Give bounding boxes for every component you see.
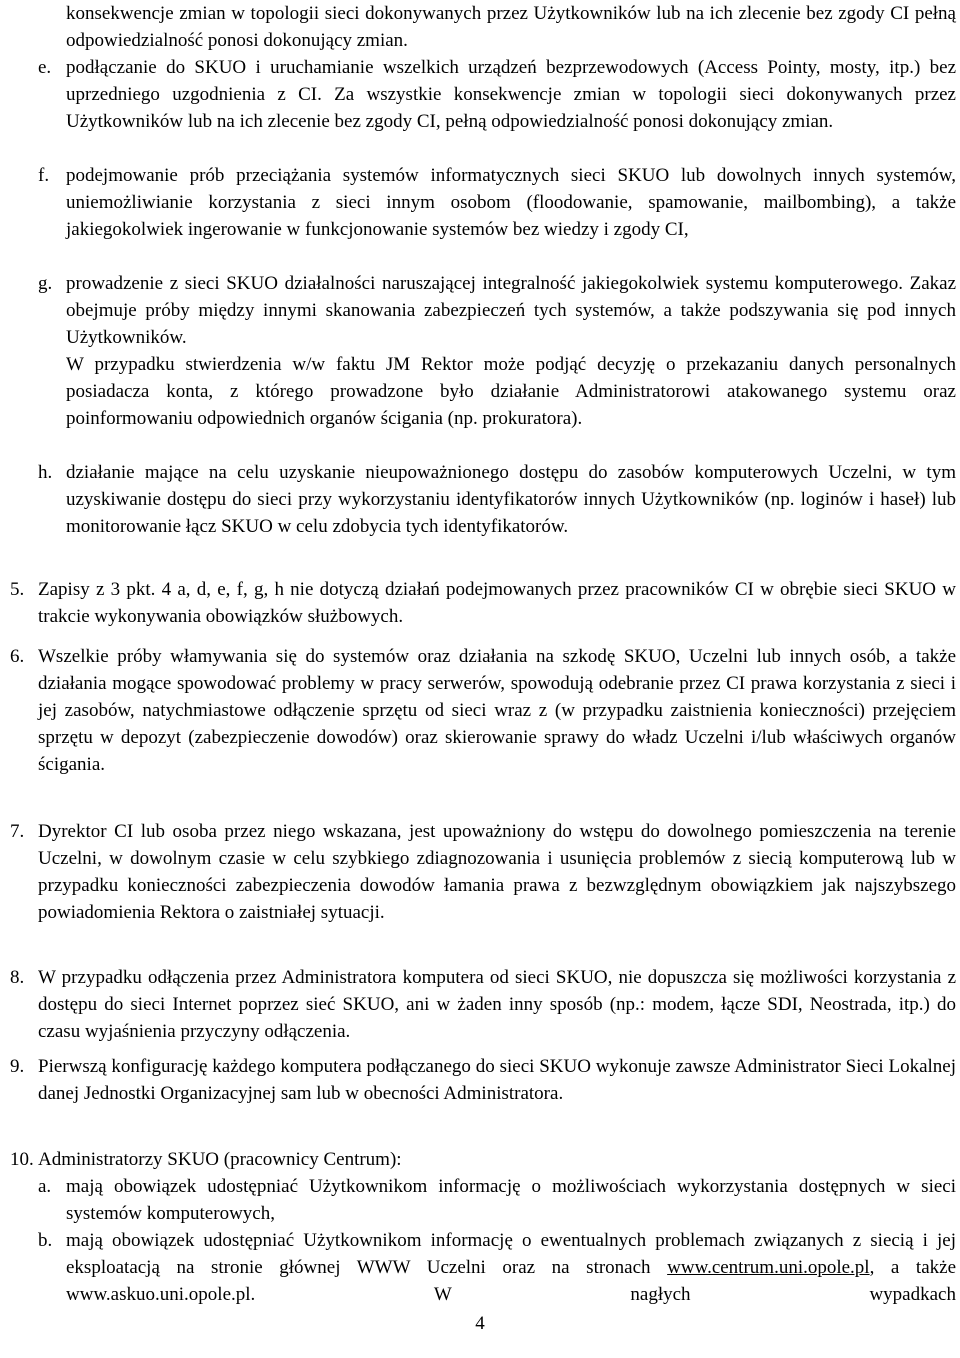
page-number: 4: [475, 1313, 485, 1334]
item-4d-continuation: konsekwencje zmian w topologii sieci dokonywanych przez Użytkowników lub na ich zlecenie bez zgody CI pełną odpowiedzialność ponosi dokonujący zmian.: [66, 3, 956, 51]
item-9-text: Pierwszą konfigurację każdego komputera podłączanego do sieci SKUO wykonuje zawsze Administrator Sieci Lokalnej danej Jednostki Organizacyjnej sam lub w obecności Administratora.: [38, 1056, 956, 1104]
item-6-text: Wszelkie próby włamywania się do systemów oraz działania na szkodę SKUO, Uczelni lub innych osób, a także działania mogące spowodować problemy w pracy serwerów, spowodują odebranie przez CI prawa korzystania z sieci i jej zasobów, natychmiastowe odłączenie sprzętu od sieci wraz z (w przypadku zaistnienia konieczności) przejęciem sprzętu w depozyt (zabezpieczenie dowodów) oraz skierowanie sprawy do władz Uczelni i/lub właściwych organów ścigania.: [38, 646, 956, 775]
item-4f-marker: f.: [38, 165, 50, 186]
item-10b-text-2: , a także www.askuo.uni.opole.pl. W nagłych wypadkach: [66, 1257, 957, 1305]
item-5-marker: 5.: [10, 579, 25, 600]
item-10b-marker: b.: [38, 1230, 53, 1251]
centrum-link[interactable]: www.centrum.uni.opole.pl: [667, 1257, 870, 1278]
item-4g-text-2: W przypadku stwierdzenia w/w faktu JM Rektor może podjąć decyzję o przekazaniu danych personalnych posiadacza konta, z którego prowadzone było działanie Administratorowi atakowanego systemu oraz poinformowaniu odpowiednich organów ścigania (np. prokuratora).: [66, 354, 956, 429]
item-8-marker: 8.: [10, 967, 25, 988]
item-10a-text: mają obowiązek udostępniać Użytkownikom informację o możliwościach wykorzystania dostępnych w sieci systemów komputerowych,: [66, 1176, 956, 1224]
item-4g-marker: g.: [38, 273, 53, 294]
item-10a-marker: a.: [38, 1176, 52, 1197]
item-4e-marker: e.: [38, 57, 52, 78]
item-4h-text: działanie mające na celu uzyskanie nieupoważnionego dostępu do zasobów komputerowych Uczelni, w tym uzyskiwanie dostępu do sieci przy wykorzystaniu identyfikatorów innych Użytkowników (np. loginów i haseł) lub monitorowanie łącz SKUO w celu zdobycia tych identyfikatorów.: [66, 462, 956, 537]
item-7-text: Dyrektor CI lub osoba przez niego wskazana, jest upoważniony do wstępu do dowolnego pomieszczenia na terenie Uczelni, w dowolnym czasie w celu szybkiego zdiagnozowania i usunięcia problemów z siecią komputerową lub w przypadku konieczności zabezpieczenia dowodów łamania prawa z bezwzględnym obowiązkiem jak najszybszego powiadomienia Rektora o zaistniałej sytuacji.: [38, 821, 956, 923]
item-10-marker: 10.: [10, 1149, 34, 1170]
item-4h-marker: h.: [38, 462, 53, 483]
item-5-text: Zapisy z 3 pkt. 4 a, d, e, f, g, h nie dotyczą działań podejmowanych przez pracowników CI w obrębie sieci SKUO w trakcie wykonywania obowiązków służbowych.: [38, 579, 956, 627]
item-4f-text: podejmowanie prób przeciążania systemów informatycznych sieci SKUO lub dowolnych innych systemów, uniemożliwianie korzystania z sieci innym osobom (floodowanie, spamowanie, mailbombing), a także jakiegokolwiek ingerowanie w funkcjonowanie systemów bez wiedzy i zgody CI,: [66, 165, 956, 240]
item-10b-text-1: mają obowiązek udostępniać Użytkownikom informację o ewentualnych problemach związanych z siecią i jej eksploatacją na stronie głównej WWW Uczelni oraz na stronach: [66, 1230, 956, 1278]
item-6-marker: 6.: [10, 646, 25, 667]
item-4e-text: podłączanie do SKUO i uruchamianie wszelkich urządzeń bezprzewodowych (Access Pointy, mosty, itp.) bez uprzedniego uzgodnienia z CI. Za wszystkie konsekwencje zmian w topologii sieci dokonywanych przez Użytkowników lub na ich zlecenie bez zgody CI, pełną odpowiedzialność ponosi dokonujący zmian.: [66, 57, 956, 132]
item-10-text: Administratorzy SKUO (pracownicy Centrum):: [38, 1149, 402, 1170]
item-9-marker: 9.: [10, 1056, 25, 1077]
item-4g-text-1: prowadzenie z sieci SKUO działalności naruszającej integralność jakiegokolwiek systemu komputerowego. Zakaz obejmuje próby między innymi skanowania zabezpieczeń tych systemów, a także podszywania się pod innych Użytkowników.: [66, 273, 956, 348]
item-10b-text: [66, 1227, 956, 1308]
item-7-marker: 7.: [10, 821, 25, 842]
item-8-text: W przypadku odłączenia przez Administratora komputera od sieci SKUO, nie dopuszcza się możliwości korzystania z dostępu do sieci Internet poprzez sieć SKUO, ani w żaden inny sposób (np.: modem, łącze SDI, Neostrada, itp.) do czasu wyjaśnienia przyczyny odłączenia.: [38, 967, 956, 1042]
